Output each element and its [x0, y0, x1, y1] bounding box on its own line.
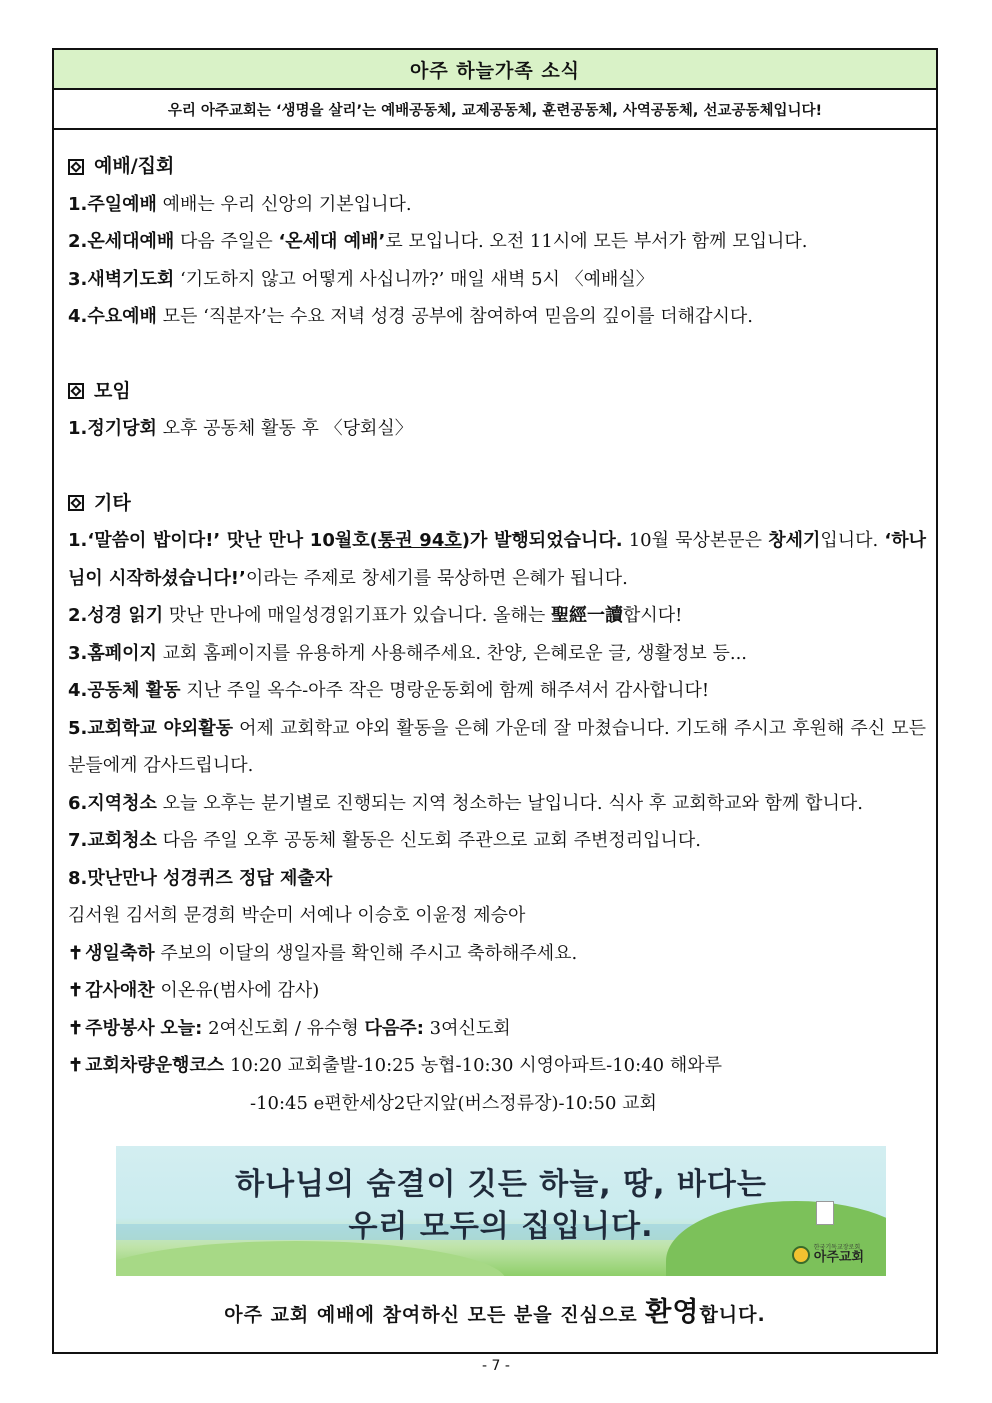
item-title: 6.지역청소: [68, 792, 157, 814]
thanks-notice: [68, 972, 926, 1010]
item-text: 지난 주일 옥수-아주 작은 명랑운동회에 함께 해주셔서 감사합니다!: [186, 680, 710, 701]
item-emphasis: 聖經一讀: [551, 605, 624, 626]
route-line-2: -10:45 e편한세상2단지앞(버스정류장)-10:50 교회: [250, 1092, 657, 1114]
banner-line-2: 우리 모두의 집입니다.: [348, 1209, 654, 1244]
item-text: ‘기도하지 않고 어떻게 사십니까?’ 매일 새벽 5시 〈예배실〉: [180, 268, 654, 290]
welcome-text: 아주 교회 예배에 참여하신 모든 분을 진심으로: [224, 1304, 646, 1326]
worship-item: [68, 298, 926, 336]
etc-item: [68, 672, 926, 710]
worship-item: [68, 261, 926, 299]
welcome-text: 합니다.: [699, 1304, 766, 1326]
item-text: 주보의 이달의 생일자를 확인해 주시고 축하해주세요.: [160, 942, 578, 964]
item-text: 다음 주일은: [180, 231, 279, 252]
banner-text: [116, 1164, 886, 1248]
section-title: 기타: [94, 491, 131, 514]
etc-item: [68, 635, 926, 673]
welcome-message: [54, 1290, 936, 1329]
welcome-emphasis: 환영: [645, 1297, 700, 1328]
item-text: 로 모입니다. 오전 11시에 모든 부서가 함께 모입니다.: [385, 231, 808, 252]
banner-image: [116, 1146, 886, 1276]
church-logo: [792, 1245, 864, 1264]
next-value: 3여신도회: [429, 1017, 511, 1039]
page-number: - 7 -: [482, 1358, 510, 1374]
etc-item: [68, 860, 926, 898]
today-label: 오늘:: [160, 1017, 203, 1039]
next-label: 다음주:: [364, 1017, 424, 1039]
etc-item: [68, 597, 926, 635]
section-meeting-heading: [68, 373, 926, 411]
item-title: 감사애찬: [85, 980, 155, 1001]
quiz-winners: 김서원 김서희 문경희 박순미 서예나 이승호 이윤정 제승아: [68, 905, 526, 926]
item-title: 1.주일예배: [68, 193, 157, 215]
item-title: 3.홈페이지: [68, 642, 157, 664]
item-title: 교회차량운행코스: [85, 1055, 225, 1076]
item-emphasis: ‘하나님이 시작하셨습니다!’: [68, 530, 927, 589]
item-text: 예배는 우리 신앙의 기본입니다.: [162, 193, 412, 215]
item-text: 모든 ‘직분자’는 수요 저녁 성경 공부에 참여하여 믿음의 깊이를 더해갑시다.: [162, 306, 753, 327]
item-emphasis: ‘온세대 예배’: [278, 231, 386, 252]
cross-icon: ✝: [68, 942, 84, 964]
etc-item: [68, 785, 926, 823]
item-text: 오후 공동체 활동 후 〈당회실〉: [162, 418, 413, 439]
item-text: 맛난 만나에 매일성경읽기표가 있습니다. 올해는: [168, 605, 552, 626]
section-title: 예배/집회: [94, 155, 175, 177]
cross-icon: ✝: [68, 980, 84, 1001]
etc-item: [68, 822, 926, 860]
item-text: 다음 주일 오후 공동체 활동은 신도회 주관으로 교회 주변정리입니다.: [162, 830, 702, 851]
item-title: 주방봉사: [85, 1017, 155, 1039]
item-title: 4.수요예배: [68, 306, 157, 327]
worship-item: [68, 186, 926, 224]
item-title: 4.공동체 활동: [68, 680, 181, 701]
diamond-bullet-icon: [68, 159, 84, 175]
birthday-notice: [68, 935, 926, 973]
item-text: 교회 홈페이지를 유용하게 사용해주세요. 찬양, 은혜로운 글, 생활정보 등...: [162, 642, 748, 664]
route-line-1: 10:20 교회출발-10:25 농협-10:30 시영아파트-10:40 해와루: [229, 1055, 722, 1076]
item-title: 1.‘말씀이 밥이다!’ 맛난 만나 10월호(: [68, 530, 378, 551]
item-text: 합시다!: [623, 605, 683, 626]
church-logo-icon: [792, 1246, 810, 1264]
worship-item: [68, 223, 926, 261]
newsletter-title: 아주 하늘가족 소식: [54, 50, 936, 90]
item-title: 7.교회청소: [68, 830, 157, 851]
etc-item: [68, 710, 926, 785]
item-title: 2.온세대예배: [68, 231, 175, 252]
section-worship-heading: [68, 148, 926, 186]
item-title: 5.교회학교 야외활동: [68, 717, 234, 739]
item-title: 1.정기당회: [68, 418, 157, 439]
news-content: [54, 130, 936, 1122]
item-text: 이온유(범사에 감사): [160, 980, 320, 1001]
section-title: 모임: [94, 379, 131, 402]
church-motto: 우리 아주교회는 ‘생명을 살리’는 예배공동체, 교제공동체, 훈련공동체, 사역공동체, 선교공동체입니다!: [54, 90, 936, 130]
issue-number: 통권 94호: [377, 530, 462, 551]
item-emphasis: 창세기: [768, 530, 821, 551]
item-title: 2.성경 읽기: [68, 605, 164, 626]
bus-route: [68, 1047, 926, 1085]
item-text: 이라는 주제로 창세기를 묵상하면 은혜가 됩니다.: [245, 567, 628, 589]
item-text: 10월 묵상본문은: [622, 530, 769, 551]
item-title: )가 발행되었습니다.: [461, 530, 623, 551]
section-etc-heading: [68, 485, 926, 523]
banner-line-1: 하나님의 숨결이 깃든 하늘, 땅, 바다는: [235, 1167, 767, 1202]
cross-icon: ✝: [68, 1017, 84, 1039]
etc-item-magazine: [68, 522, 926, 597]
cross-icon: ✝: [68, 1055, 84, 1076]
item-text: 오늘 오후는 분기별로 진행되는 지역 청소하는 날입니다. 식사 후 교회학교와 함께 합니다.: [162, 792, 864, 814]
diamond-bullet-icon: [68, 495, 84, 511]
meeting-item: [68, 410, 926, 448]
item-text: 어제 교회학교 야외 활동을 은혜 가운데 잘 마쳤습니다. 기도해 주시고 후원해 주신 모든 분들에게 감사드립니다.: [68, 717, 926, 776]
item-title: 3.새벽기도회: [68, 268, 175, 290]
item-title: 생일축하: [85, 942, 155, 964]
newsletter-frame: [52, 48, 938, 1354]
diamond-bullet-icon: [68, 383, 84, 399]
logo-church-name: 아주교회: [813, 1250, 864, 1265]
item-text: 입니다.: [820, 530, 885, 551]
today-value: 2여신도회 / 유수형: [208, 1017, 359, 1039]
kitchen-service: [68, 1010, 926, 1048]
item-title: 8.맛난만나 성경퀴즈 정답 제출자: [68, 867, 333, 889]
logo-denomination: 한국기독교장로회: [813, 1244, 861, 1251]
